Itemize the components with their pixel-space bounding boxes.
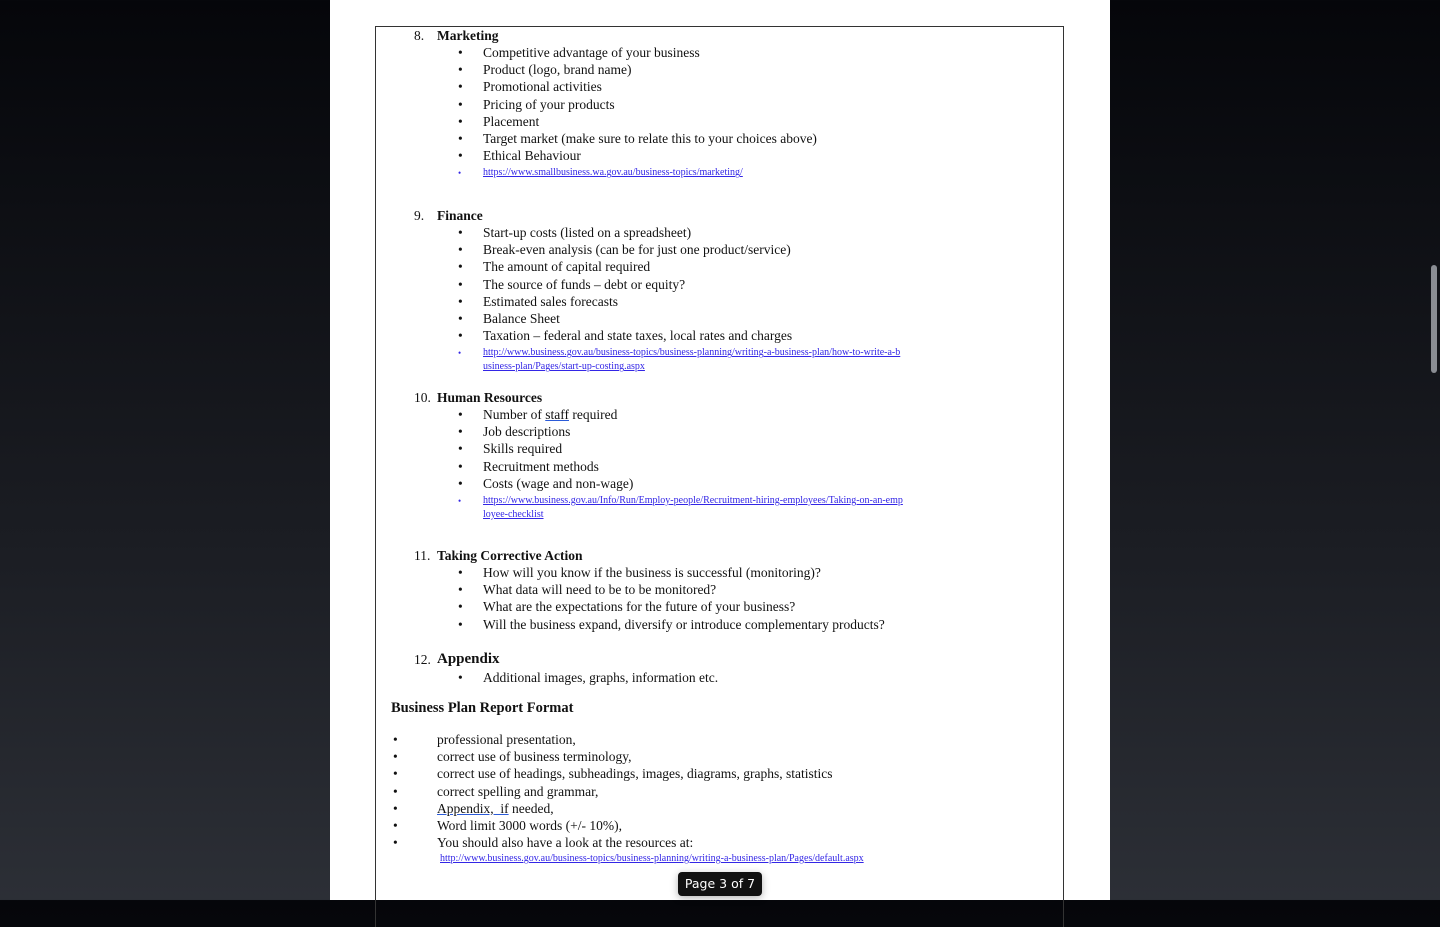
spellcheck-word[interactable]: staff — [545, 407, 569, 422]
list-item: • professional presentation, — [393, 732, 576, 747]
list-item: • Promotional activities — [458, 79, 602, 95]
list-item: • Recruitment methods — [458, 458, 599, 474]
list-item: • correct use of headings, subheadings, images, diagrams, graphs, statistics — [393, 766, 833, 782]
list-item: • Skills required — [458, 441, 563, 457]
list-item: • Appendix, if needed, — [393, 800, 554, 816]
list-item: • You should also have a look at the resources at: — [393, 835, 694, 851]
section-number: 9. — [414, 208, 425, 223]
list-item: • Additional images, graphs, information etc. — [458, 670, 719, 685]
list-item: • Taxation – federal and state taxes, local rates and charges — [458, 328, 793, 344]
spellcheck-word[interactable]: Appendix, if — [437, 800, 509, 816]
list-item: • Costs (wage and non-wage) — [458, 475, 634, 491]
page-indicator: Page 3 of 7 — [678, 872, 762, 896]
section-appendix — [414, 650, 1054, 686]
link-item: • https://www.business.gov.au/Info/Run/Employ-people/Recruitment-hiring-employees/Taking-on-an-employee-checklist — [458, 494, 903, 520]
list-item: • Balance Sheet — [458, 310, 560, 326]
report-format-title: Business Plan Report Format — [391, 700, 574, 716]
list-item: • Break-even analysis (can be for just one product/service) — [458, 242, 791, 258]
resources-link[interactable]: http://www.business.gov.au/business-topics/business-planning/writing-a-business-plan/Pages/default.aspx — [440, 853, 864, 864]
list-item: • Pricing of your products — [458, 96, 615, 112]
scrollbar-thumb[interactable] — [1431, 265, 1437, 373]
section-finance — [414, 207, 1054, 377]
list-item: • How will you know if the business is successful (monitoring)? — [458, 565, 821, 580]
section-human-resources — [414, 389, 1054, 525]
section-marketing — [414, 27, 1054, 183]
list-item: • The source of funds – debt or equity? — [458, 276, 686, 292]
hr-link[interactable]: https://www.business.gov.au/Info/Run/Employ-people/Recruitment-hiring-employees/Taking-on-an-employee-checklist — [483, 494, 903, 520]
list-item: • Target market (make sure to relate this to your choices above) — [458, 130, 817, 146]
list-item: • correct use of business terminology, — [393, 749, 632, 765]
section-number: 11. — [414, 548, 431, 563]
section-title: Finance — [437, 208, 483, 223]
list-item: • What data will need to be to be monitored? — [458, 582, 717, 598]
section-corrective-action — [414, 547, 1054, 633]
list-item: • Estimated sales forecasts — [458, 293, 618, 309]
list-item: • Competitive advantage of your business — [458, 45, 700, 60]
list-item: • Job descriptions — [458, 424, 571, 440]
link-item: • http://www.business.gov.au/business-topics/business-planning/writing-a-business-plan/how-to-write-a-business-plan/Pages/start-up-costing.aspx — [458, 347, 901, 373]
marketing-link[interactable]: https://www.smallbusiness.wa.gov.au/business-topics/marketing/ — [483, 167, 743, 179]
report-format-list — [391, 731, 1031, 851]
list-item: • Placement — [458, 113, 540, 129]
list-item: • correct spelling and grammar, — [393, 783, 599, 799]
section-number: 10. — [414, 390, 431, 405]
list-item: • Will the business expand, diversify or introduce complementary products? — [458, 616, 885, 632]
list-item: • The amount of capital required — [458, 259, 651, 275]
list-item: • Ethical Behaviour — [458, 148, 581, 164]
list-item: • Product (logo, brand name) — [458, 62, 632, 78]
link-item: • https://www.smallbusiness.wa.gov.au/business-topics/marketing/ — [458, 167, 743, 179]
list-item: • Start-up costs (listed on a spreadsheet) — [458, 225, 692, 240]
list-item: • Number of staff required — [458, 407, 618, 422]
section-title: Human Resources — [437, 390, 543, 405]
section-number: 12. — [414, 652, 431, 667]
list-item: • Word limit 3000 words (+/- 10%), — [393, 817, 623, 833]
section-title: Taking Corrective Action — [437, 548, 583, 563]
list-item: • What are the expectations for the future of your business? — [458, 599, 796, 615]
document-page — [330, 0, 1110, 900]
section-title: Appendix — [437, 651, 500, 667]
finance-link[interactable]: http://www.business.gov.au/business-topics/business-planning/writing-a-business-plan/how-to-write-a-business-plan/Pages/start-up-costing.aspx — [483, 347, 901, 373]
section-number: 8. — [414, 28, 425, 43]
section-title: Marketing — [437, 28, 499, 43]
